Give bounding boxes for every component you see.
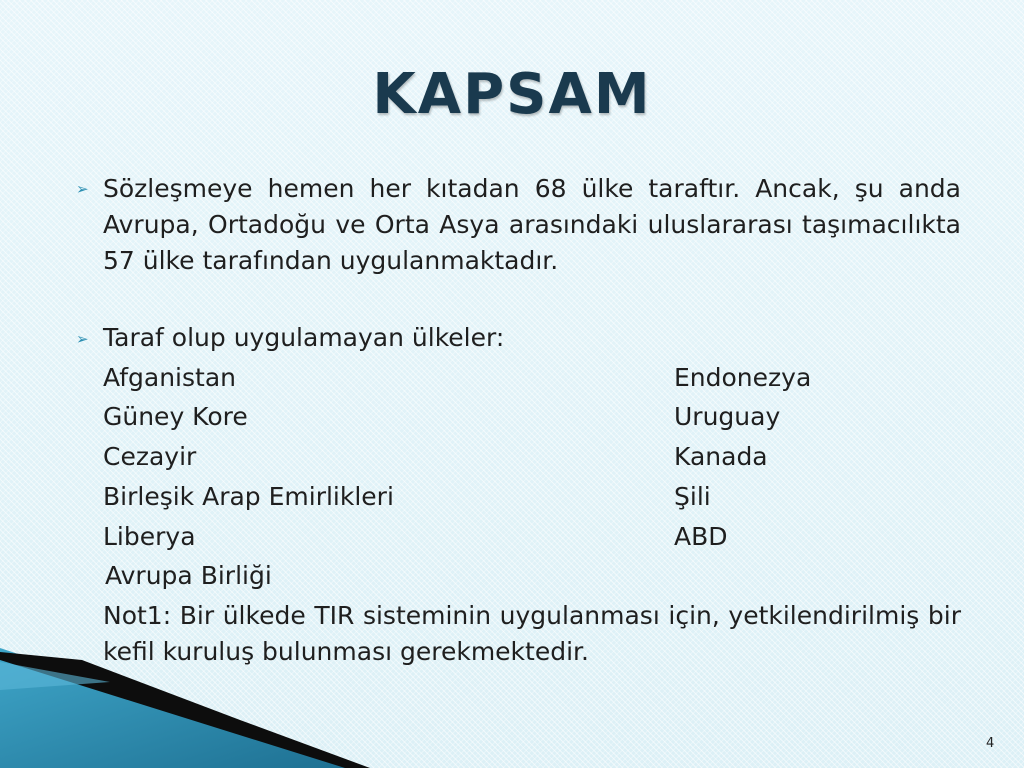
country-right: ABD — [674, 522, 728, 551]
note-paragraph: Not1: Bir ülkede TIR sisteminin uygulanması için, yetkilendirilmiş bir kefil kuruluş bulunması gerekmektedir. — [103, 601, 961, 666]
bullet-paragraph-2: Taraf olup uygulamayan ülkeler: — [103, 323, 505, 352]
country-left: Cezayir — [103, 442, 197, 471]
country-left: Güney Kore — [103, 402, 248, 431]
bullet-paragraph-1: Sözleşmeye hemen her kıtadan 68 ülke taraftır. Ancak, şu anda Avrupa, Ortadoğu ve Orta Asya arasındaki uluslararası taşımacılıkta 57 ülke tarafından uygulanmaktadır. — [103, 174, 961, 275]
bullet-arrow-icon: ➢ — [76, 330, 89, 348]
page-number: 4 — [986, 736, 995, 751]
country-left: Liberya — [103, 522, 196, 551]
extra-country-line: Avrupa Birliği — [105, 561, 272, 590]
bullet-arrow-icon: ➢ — [76, 180, 89, 198]
country-right: Endonezya — [674, 363, 812, 392]
country-right: Şili — [674, 482, 711, 511]
country-right: Kanada — [674, 442, 768, 471]
country-left: Birleşik Arap Emirlikleri — [103, 482, 394, 511]
country-right: Uruguay — [674, 402, 781, 431]
slide-title: KAPSAM — [372, 62, 652, 127]
country-left: Afganistan — [103, 363, 236, 392]
